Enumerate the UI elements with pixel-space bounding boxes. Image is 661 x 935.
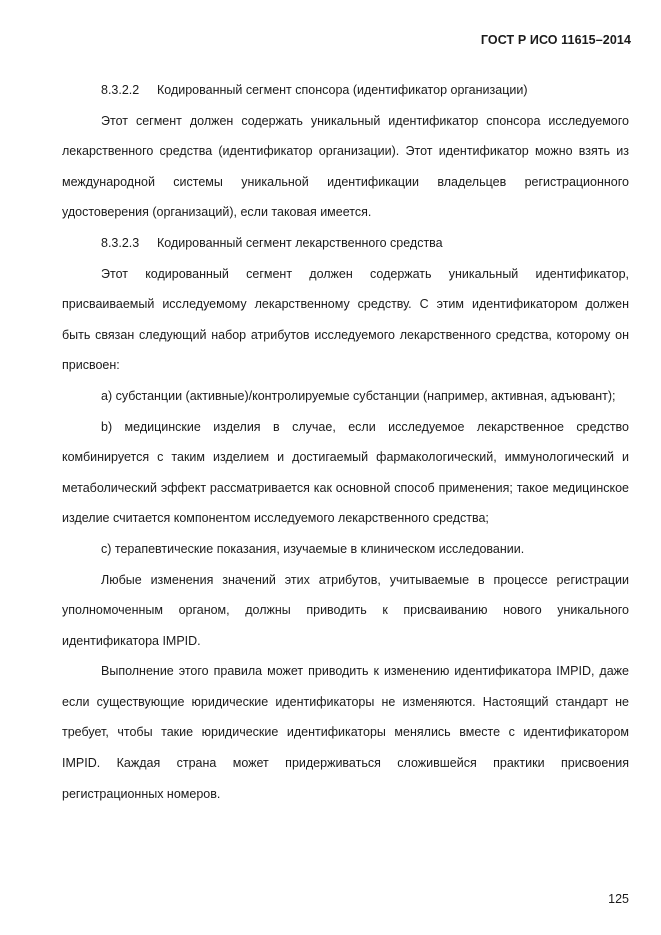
document-body <box>62 75 629 809</box>
list-item-a: a) субстанции (активные)/контролируемые субстанции (например, активная, адъювант); <box>101 388 616 403</box>
paragraph: Выполнение этого правила может приводить к изменению идентификатора IMPID, даже если существующие юридические идентификаторы не изменяются. Настоящий стандарт не требует, чтобы такие юридические идентификаторы менялись вместе с идентификатором IMPID. Каждая страна может придерживаться сложившейся практики присвоения регистрационных номеров. <box>62 664 629 801</box>
section-title: Кодированный сегмент лекарственного средства <box>157 235 443 250</box>
document-header: ГОСТ Р ИСО 11615–2014 <box>480 33 631 47</box>
paragraph: Любые изменения значений этих атрибутов, учитываемые в процессе регистрации уполномоченным органом, должны приводить к присваиванию нового уникального идентификатора IMPID. <box>62 572 629 648</box>
paragraph: Этот кодированный сегмент должен содержать уникальный идентификатор, присваиваемый исследуемому лекарственному средству. С этим идентификатором должен быть связан следующий набор атрибутов исследуемого лекарственного средства, которому он присвоен: <box>62 266 629 373</box>
section-heading-8-3-2-3 <box>62 228 629 259</box>
section-number: 8.3.2.2 <box>101 83 140 97</box>
section-heading-8-3-2-2 <box>62 75 629 106</box>
page-number: 125 <box>608 892 629 906</box>
list-item-b: b) медицинские изделия в случае, если исследуемое лекарственное средство комбинируется с таким изделием и достигаемый фармакологический, иммунологический и метаболический эффект рассматривается как основной способ применения; такое медицинское изделие считается компонентом исследуемого лекарственного средства; <box>62 419 629 526</box>
section-title: Кодированный сегмент спонсора (идентификатор организации) <box>157 83 528 97</box>
paragraph: Этот сегмент должен содержать уникальный идентификатор спонсора исследуемого лекарственного средства (идентификатор организации). Этот идентификатор можно взять из международной системы уникальной идентификации владельцев регистрационного удостоверения (организаций), если таковая имеется. <box>62 113 629 220</box>
list-item-c: c) терапевтические показания, изучаемые в клиническом исследовании. <box>101 541 525 556</box>
section-number: 8.3.2.3 <box>101 235 140 250</box>
